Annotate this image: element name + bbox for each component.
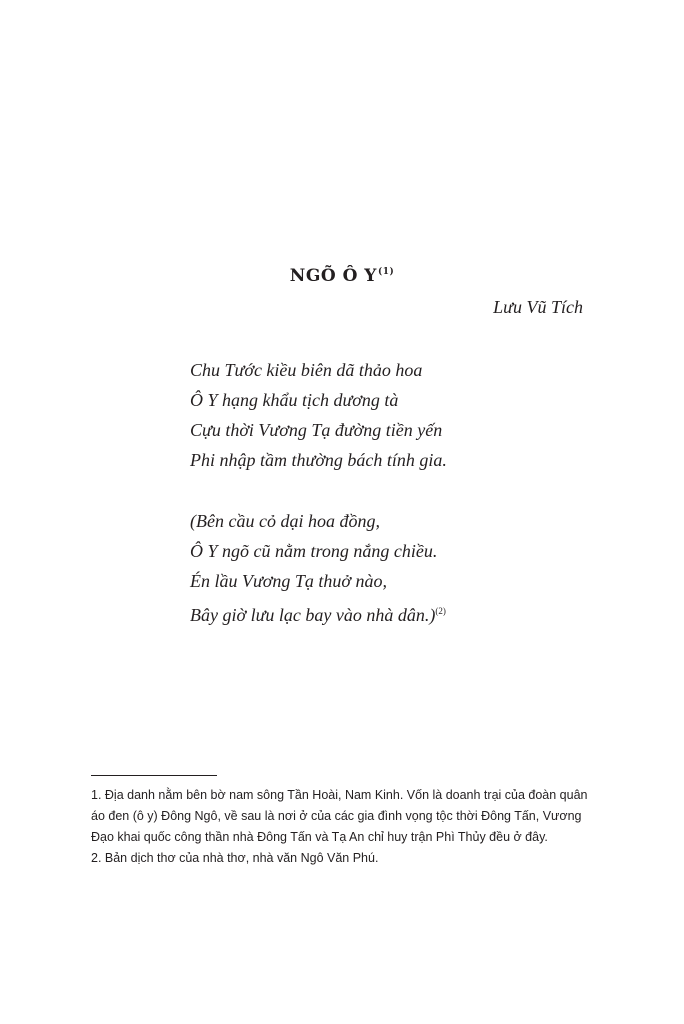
poem-line: Én lầu Vương Tạ thuở nào, bbox=[190, 571, 388, 591]
poem-line: Ô Y hạng khẩu tịch dương tà bbox=[190, 390, 399, 410]
poem-title bbox=[0, 266, 684, 286]
footnote-ref-2: (2) bbox=[435, 606, 446, 616]
poem-line: Chu Tước kiều biên dã thảo hoa bbox=[190, 360, 423, 380]
poem-author: Lưu Vũ Tích bbox=[493, 297, 583, 317]
poem-line-last bbox=[190, 596, 446, 630]
poem-line: Ô Y ngõ cũ nằm trong nắng chiều. bbox=[190, 541, 438, 561]
footnote-2: 2. Bản dịch thơ của nhà thơ, nhà văn Ngô Văn Phú. bbox=[91, 851, 379, 865]
footnote-1: 1. Địa danh nằm bên bờ nam sông Tần Hoài, Nam Kinh. Vốn là doanh trại của đoàn quân áo đen (ô y) Đông Ngô, về sau là nơi ở của các gia đình vọng tộc thời Đông Tấn, Vương Đạo khai quốc công thần nhà Đông Tấn và Tạ An chỉ huy trận Phì Thủy đều ở đây. bbox=[91, 788, 588, 844]
footnotes bbox=[91, 785, 591, 869]
poem-line: (Bên cầu cỏ dại hoa đồng, bbox=[190, 511, 380, 531]
poem-original-stanza bbox=[190, 355, 447, 475]
footnote-ref-1: (1) bbox=[377, 267, 395, 277]
poem-title-text: NGÕ Ô Y bbox=[289, 266, 377, 286]
poem-translation-stanza bbox=[190, 506, 446, 630]
poem-line: Phi nhập tầm thường bách tính gia. bbox=[190, 450, 447, 470]
footnote-divider bbox=[91, 775, 217, 776]
poem-line-text: Bây giờ lưu lạc bay vào nhà dân.) bbox=[190, 605, 436, 625]
poem-line: Cựu thời Vương Tạ đường tiền yến bbox=[190, 420, 443, 440]
